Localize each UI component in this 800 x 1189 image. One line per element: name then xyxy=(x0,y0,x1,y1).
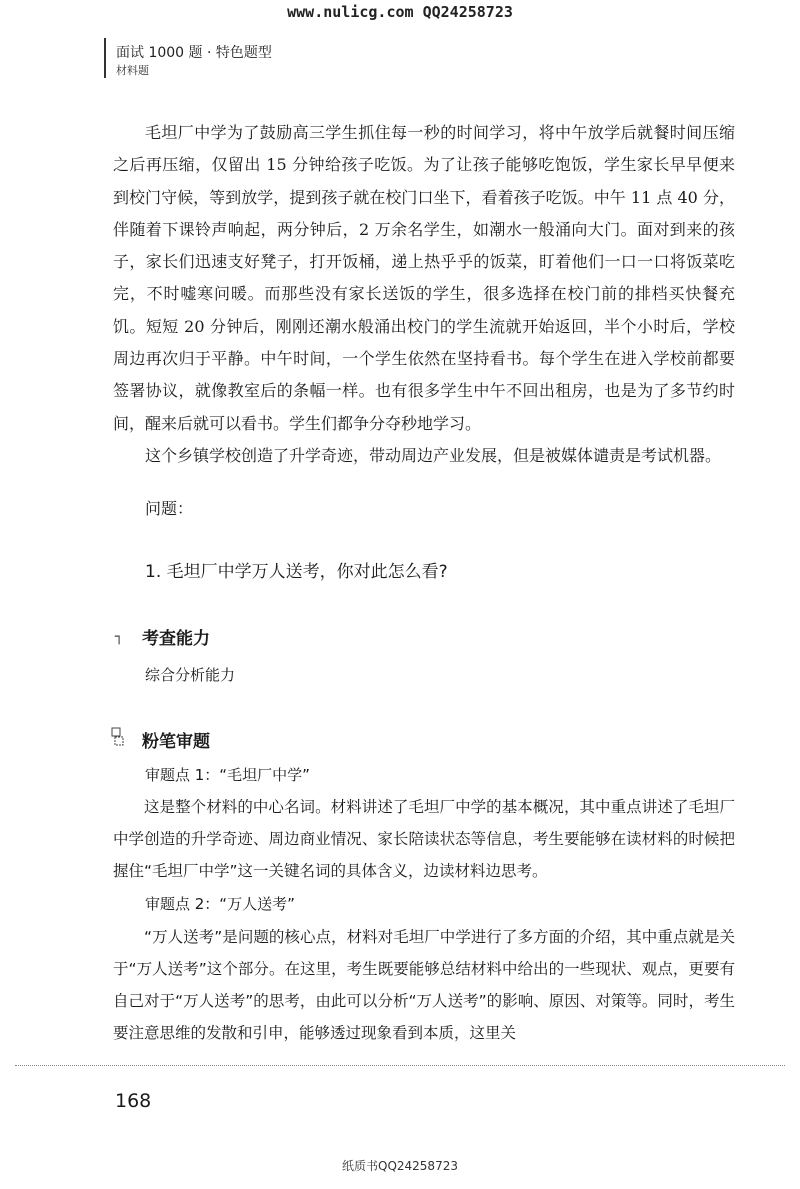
bracket-icon: ┐ xyxy=(115,629,124,645)
review-point-2-label: 审题点 2：“万人送考” xyxy=(145,895,295,913)
section-title-ability: 考查能力 xyxy=(142,629,210,649)
chapter-subtitle: 材料题 xyxy=(116,64,149,77)
section-title-review: 粉笔审题 xyxy=(142,732,210,752)
review-point-1-text: 这是整个材料的中心名词。材料讲述了毛坦厂中学的基本概况，其中重点讲述了毛坦厂中学创造的升学奇迹、周边商业情况、家长陪读状态等信息，考生要能够在读材料的时候把握住“毛坦厂中学”这一关键名词的具体含义，边读材料边思考。 xyxy=(113,798,735,880)
top-watermark: www.nulicg.com QQ24258723 xyxy=(287,3,513,21)
header-divider xyxy=(104,38,106,78)
review-point-2-body xyxy=(113,921,735,1049)
passage-paragraph: 毛坦厂中学为了鼓励高三学生抓住每一秒的时间学习，将中午放学后就餐时间压缩之后再压缩，仅留出 15 分钟给孩子吃饭。为了让孩子能够吃饱饭，学生家长早早便来到校门守候，等到放学，提到孩子就在校门口坐下，看着孩子吃饭。中午 11 点 40 分，伴随着下课铃声响起，两分钟后，2 万余名学生，如潮水一般涌向大门。面对到来的孩子，家长们迅速支好凳子，打开饭桶，递上热乎乎的饭菜，盯着他们一口一口将饭菜吃完，不时嘘寒问暖。而那些没有家长送饭的学生，很多选择在校门前的排档买快餐充饥。短短 20 分钟后，刚刚还潮水般涌出校门的学生流就开始返回，半个小时后，学校周边再次归于平静。中午时间，一个学生依然在坚持看书。每个学生在进入学校前都要签署协议，就像教室后的条幅一样。也有很多学生中午不回出租房，也是为了多节约时间，醒来后就可以看书。学生们都争分夺秒地学习。 xyxy=(113,123,735,433)
bottom-watermark: 纸质书QQ24258723 xyxy=(342,1159,458,1173)
passage-paragraph: 这个乡镇学校创造了升学奇迹，带动周边产业发展，但是被媒体谴责是考试机器。 xyxy=(145,445,722,465)
document-icon xyxy=(111,727,125,747)
material-passage xyxy=(113,117,735,472)
ability-text: 综合分析能力 xyxy=(145,666,236,684)
review-point-1-body xyxy=(113,791,735,887)
page-number: 168 xyxy=(115,1090,152,1112)
scan-artifact-line xyxy=(15,1065,785,1068)
question-label: 问题： xyxy=(145,499,194,518)
review-point-1-label: 审题点 1：“毛坦厂中学” xyxy=(145,766,310,784)
review-point-2-text: “万人送考”是问题的核心点，材料对毛坦厂中学进行了多方面的介绍，其中重点就是关于“万人送考”这个部分。在这里，考生既要能够总结材料中给出的一些现状、观点，更要有自己对于“万人送考”的思考，由此可以分析“万人送考”的影响、原因、对策等。同时，考生要注意思维的发散和引申，能够透过现象看到本质，这里关 xyxy=(113,928,735,1042)
book-title: 面试 1000 题 · 特色题型 xyxy=(116,45,272,61)
question-text: 1. 毛坦厂中学万人送考，你对此怎么看? xyxy=(145,562,448,582)
